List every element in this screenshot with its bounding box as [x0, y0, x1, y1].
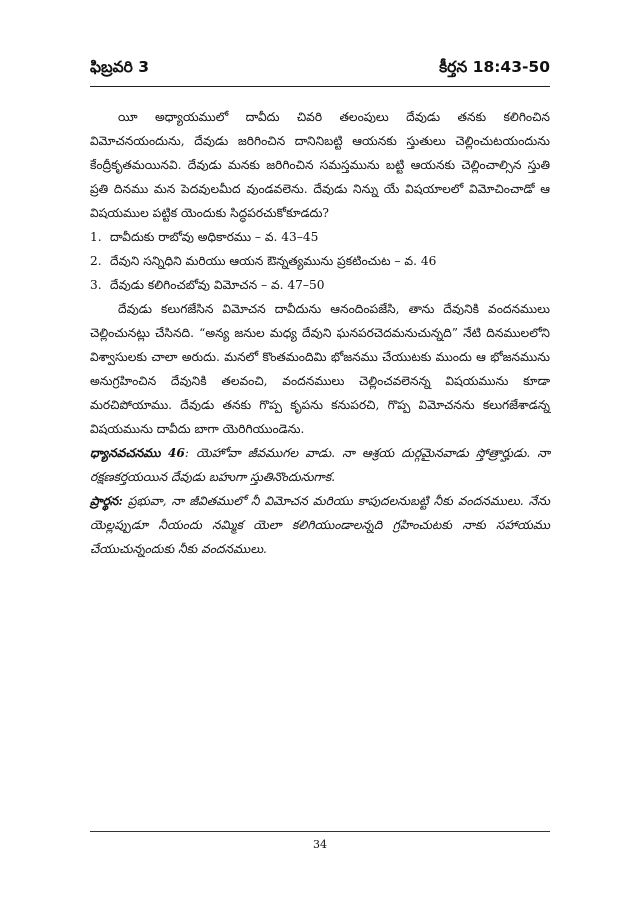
page-number: 34 [313, 838, 327, 851]
intro-paragraph: యీ అధ్యాయములో దావీదు చివరి తలంపులు దేవుడు తనకు కలిగించిన విమోచనయందును, దేవుడు జరిగించిన దానినిబట్టి ఆయనకు స్తుతులు చెల్లించుటయందును కేంద్రీకృతమయినవి. దేవుడు మనకు జరిగించిన సమస్తమును బట్టి ఆయనకు చెల్లించాల్సిన స్తుతి ప్రతి దినము మన పెదవులమీద వుండవలెను. దేవుడు నిన్ను యే విషయాలలో విమోచించాడో ఆ విషయముల పట్టిక యెందుకు సిద్ధపరచుకోకూడదు? [90, 110, 550, 220]
outline-item [90, 225, 550, 249]
outline-number: 2. [90, 254, 102, 268]
document-page [90, 58, 550, 561]
outline-item [90, 249, 550, 273]
prayer [90, 489, 550, 561]
memory-verse-label: ధ్యానవచనము 46 [90, 446, 185, 460]
outline-number: 1. [90, 230, 102, 244]
prayer-label: ప్రార్థన: [90, 494, 123, 508]
outline-item [90, 273, 550, 297]
outline-text: దావీదుకు రాబోవు అధికారము – వ. 43–45 [110, 230, 319, 244]
outline-number: 3. [90, 278, 102, 292]
page-body [90, 105, 550, 561]
outline-list [90, 225, 550, 297]
header-reference: కీర్తన 18:43-50 [439, 58, 550, 76]
footer-divider [90, 831, 550, 832]
outline-text: దేవుని సన్నిధిని మరియు ఆయన ఔన్నత్యమును ప్రకటించుట – వ. 46 [110, 254, 437, 268]
header-date: ఫిబ్రవరి 3 [90, 58, 150, 76]
body-paragraph: దేవుడు కలుగజేసిన విమోచన దావీదును ఆనందింపజేసి, తాను దేవునికి వందనములు చెల్లించునట్లు చేసినది. “అన్య జనుల మధ్య దేవుని ఘనపరచెదమనుచున్నది” నేటి దినములలోని విశ్వాసులకు చాలా అరుదు. మనలో కొంతమందిమి భోజనము చేయుటకు ముందు ఆ భోజనమును అనుగ్రహించిన దేవునికి తలవంచి, వందనములు చెల్లించవలెనన్న విషయమును కూడా మరచిపోయాము. దేవుడు తనకు గొప్ప కృపను కనుపరచి, గొప్ప విమోచనను కలుగజేశాడన్న విషయమును దావీదు బాగా యెరిగియుండెను. [90, 302, 550, 436]
prayer-text: ప్రభువా, నా జీవితములో నీ విమోచన మరియు కాపుదలనుబట్టి నీకు వందనములు. నేను యెల్లప్పుడూ నీయందు నమ్మిక యెలా కలిగియుండాలన్నది గ్రహించుటకు నాకు సహాయము చేయుచున్నందుకు నీకు వందనములు. [90, 494, 550, 556]
page-header [90, 58, 550, 87]
memory-verse [90, 441, 550, 489]
memory-verse-text: : యెహోవా జీవముగల వాడు. నా ఆశ్రయ దుర్గమైనవాడు స్తోత్రార్హుడు. నా రక్షణకర్తయయిన దేవుడు బహుగా స్తుతినొందునుగాక. [90, 446, 550, 484]
outline-text: దేవుడు కలిగించబోవు విమోచన – వ. 47–50 [110, 278, 325, 292]
